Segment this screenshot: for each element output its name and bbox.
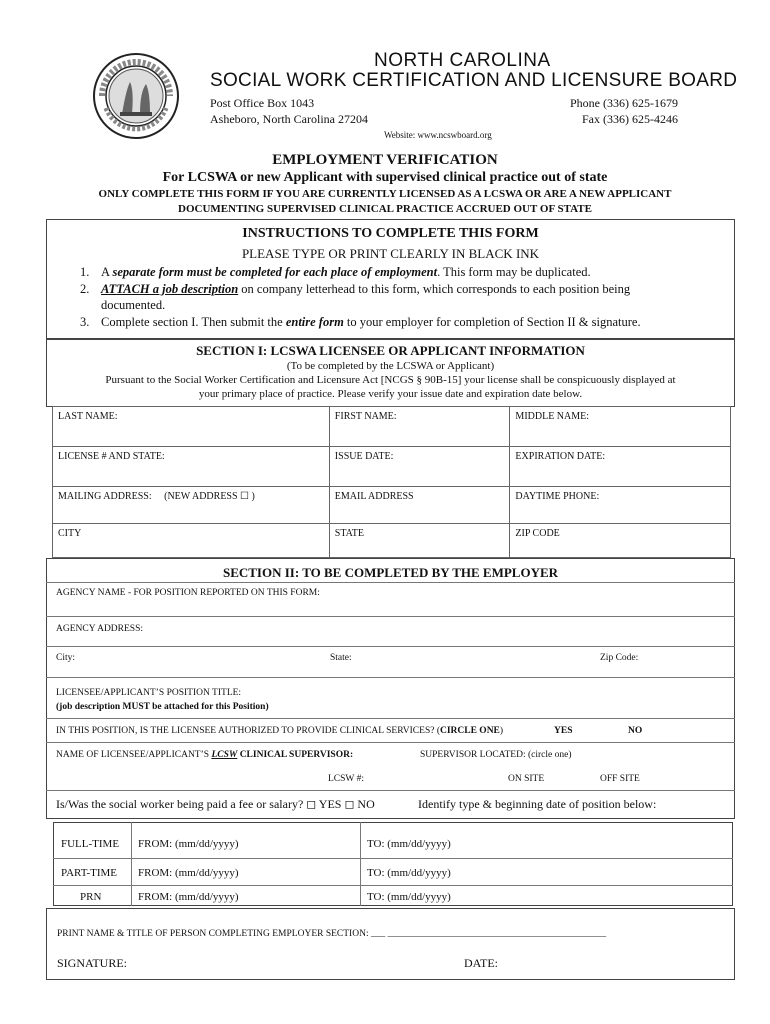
state-seal-logo — [92, 52, 180, 140]
instruction-3-number: 3. — [80, 315, 90, 329]
signature-field[interactable]: SIGNATURE: — [57, 956, 128, 970]
lcsw-number-field[interactable]: LCSW #: — [328, 774, 364, 784]
clinical-services-close: ) — [499, 726, 504, 736]
divider — [46, 582, 735, 583]
instruction-1-pre: A — [101, 265, 113, 279]
section-1-heading: SECTION I: LCSWA LICENSEE OR APPLICANT INFORMATION — [196, 343, 585, 358]
divider — [131, 822, 132, 906]
supervisor-label-pre: NAME OF LICENSEE/APPLICANT’S — [56, 750, 212, 760]
form-title: EMPLOYMENT VERIFICATION — [272, 152, 498, 168]
phone-number: Phone (336) 625-1679 — [570, 96, 678, 110]
zip-code-field[interactable]: ZIP CODE — [510, 524, 731, 558]
clinical-supervisor-field[interactable] — [56, 750, 353, 760]
instruction-2-post: on company letterhead to this form, which corresponds to each position being — [238, 282, 631, 296]
position-type-instruction: Identify type & beginning date of position below: — [418, 797, 657, 811]
org-board-name: SOCIAL WORK CERTIFICATION AND LICENSURE BOARD — [210, 70, 738, 91]
instruction-3 — [101, 315, 641, 330]
divider — [46, 616, 735, 617]
part-time-from-field[interactable]: FROM: (mm/dd/yyyy) — [138, 867, 239, 879]
clinical-services-question — [56, 726, 503, 736]
expiration-date-field[interactable]: EXPIRATION DATE: — [510, 447, 731, 487]
section-1-note: (To be completed by the LCSWA or Applicant) — [286, 360, 495, 372]
divider — [53, 858, 733, 859]
on-site-option[interactable]: ON SITE — [508, 774, 545, 784]
part-time-to-field[interactable]: TO: (mm/dd/yyyy) — [367, 867, 451, 879]
part-time-label: PART-TIME — [61, 867, 117, 879]
instructions-subheading: PLEASE TYPE OR PRINT CLEARLY IN BLACK INK — [241, 246, 540, 261]
first-name-field[interactable]: FIRST NAME: — [329, 407, 510, 447]
email-address-field[interactable]: EMAIL ADDRESS — [329, 487, 510, 524]
last-name-field[interactable]: LAST NAME: — [53, 407, 330, 447]
divider — [46, 646, 735, 647]
daytime-phone-field[interactable]: DAYTIME PHONE: — [510, 487, 731, 524]
supervisor-located-label: SUPERVISOR LOCATED: (circle one) — [420, 750, 572, 760]
date-field[interactable]: DATE: — [464, 956, 498, 970]
clinical-no-option[interactable]: NO — [628, 726, 643, 736]
agency-zip-field[interactable]: Zip Code: — [600, 653, 639, 663]
eligibility-note — [0, 187, 770, 217]
section-2-heading: SECTION II: TO BE COMPLETED BY THE EMPLOYER — [222, 565, 559, 580]
full-time-to-field[interactable]: TO: (mm/dd/yyyy) — [367, 838, 451, 850]
supervisor-label-post: CLINICAL SUPERVISOR: — [237, 750, 354, 760]
full-time-label: FULL-TIME — [61, 838, 120, 850]
prn-from-field[interactable]: FROM: (mm/dd/yyyy) — [138, 891, 239, 903]
instruction-3-emphasis: entire form — [285, 315, 344, 329]
eligibility-line-2: DOCUMENTING SUPERVISED CLINICAL PRACTICE ACCRUED OUT OF STATE — [178, 203, 592, 215]
table-row — [53, 487, 731, 524]
license-state-field[interactable]: LICENSE # AND STATE: — [53, 447, 330, 487]
agency-state-field[interactable]: State: — [330, 653, 352, 663]
agency-city-field[interactable]: City: — [56, 653, 76, 663]
state-field[interactable]: STATE — [329, 524, 510, 558]
divider — [360, 822, 361, 906]
section-1-table — [52, 406, 731, 558]
table-row — [53, 447, 731, 487]
instruction-2-emphasis: ATTACH a job description — [101, 282, 239, 296]
circle-one-label: CIRCLE ONE — [439, 726, 500, 736]
position-title-field[interactable]: LICENSEE/APPLICANT’S POSITION TITLE: — [56, 688, 242, 698]
off-site-option[interactable]: OFF SITE — [600, 774, 640, 784]
signature-box — [46, 908, 735, 980]
city-field[interactable]: CITY — [53, 524, 330, 558]
prn-to-field[interactable]: TO: (mm/dd/yyyy) — [367, 891, 451, 903]
supervisor-label-lcsw: LCSW — [211, 750, 238, 760]
city-state-zip: Asheboro, North Carolina 27204 — [210, 112, 368, 126]
instruction-1 — [101, 265, 591, 280]
table-row — [53, 407, 731, 447]
instruction-1-emphasis: separate form must be completed for each place of employment — [112, 265, 438, 279]
instruction-1-number: 1. — [80, 265, 90, 279]
eligibility-line-1: ONLY COMPLETE THIS FORM IF YOU ARE CURRENTLY LICENSED AS A LCSWA OR ARE A NEW APPLICANT — [98, 188, 672, 200]
divider — [53, 885, 733, 886]
agency-name-field[interactable]: AGENCY NAME - FOR POSITION REPORTED ON THIS FORM: — [56, 588, 320, 598]
full-time-from-field[interactable]: FROM: (mm/dd/yyyy) — [138, 838, 239, 850]
instructions-heading: INSTRUCTIONS TO COMPLETE THIS FORM — [242, 226, 539, 241]
fax-number: Fax (336) 625-4246 — [582, 112, 678, 126]
org-state-name: NORTH CAROLINA — [374, 50, 551, 71]
print-name-title-field[interactable]: PRINT NAME & TITLE OF PERSON COMPLETING EMPLOYER SECTION: ___ ______________________________________________ — [57, 929, 607, 939]
divider — [46, 677, 735, 678]
divider — [46, 790, 735, 791]
prn-label: PRN — [80, 891, 102, 903]
mailing-address-field[interactable]: MAILING ADDRESS: (NEW ADDRESS ☐ ) — [53, 487, 330, 524]
divider — [46, 718, 735, 719]
po-box: Post Office Box 1043 — [210, 96, 315, 110]
instruction-2-continued: documented. — [101, 298, 166, 312]
form-subtitle: For LCSWA or new Applicant with supervised clinical practice out of state — [162, 170, 608, 185]
instruction-1-post: . This form may be duplicated. — [437, 265, 591, 279]
clinical-services-text: IN THIS POSITION, IS THE LICENSEE AUTHORIZED TO PROVIDE CLINICAL SERVICES? ( — [56, 726, 440, 736]
agency-address-field[interactable]: AGENCY ADDRESS: — [56, 624, 144, 634]
fee-salary-question[interactable]: Is/Was the social worker being paid a fee or salary? ◻ YES ◻ NO — [56, 797, 375, 811]
section-1-pursuant-2: your primary place of practice. Please verify your issue date and expiration date below. — [198, 388, 583, 400]
middle-name-field[interactable]: MIDDLE NAME: — [510, 407, 731, 447]
job-description-note: (job description MUST be attached for this Position) — [56, 702, 269, 712]
instruction-3-pre: Complete section I. Then submit the — [101, 315, 286, 329]
section-1-pursuant-1: Pursuant to the Social Worker Certification and Licensure Act [NCGS § 90B-15] your license shall be conspicuously displayed at — [105, 374, 676, 386]
issue-date-field[interactable]: ISSUE DATE: — [329, 447, 510, 487]
clinical-yes-option[interactable]: YES — [554, 726, 573, 736]
divider — [46, 742, 735, 743]
instruction-2 — [101, 282, 630, 297]
instruction-2-number: 2. — [80, 282, 90, 296]
table-row — [53, 524, 731, 558]
instruction-3-post: to your employer for completion of Section II & signature. — [343, 315, 641, 329]
website: Website: www.ncswboard.org — [384, 130, 492, 140]
